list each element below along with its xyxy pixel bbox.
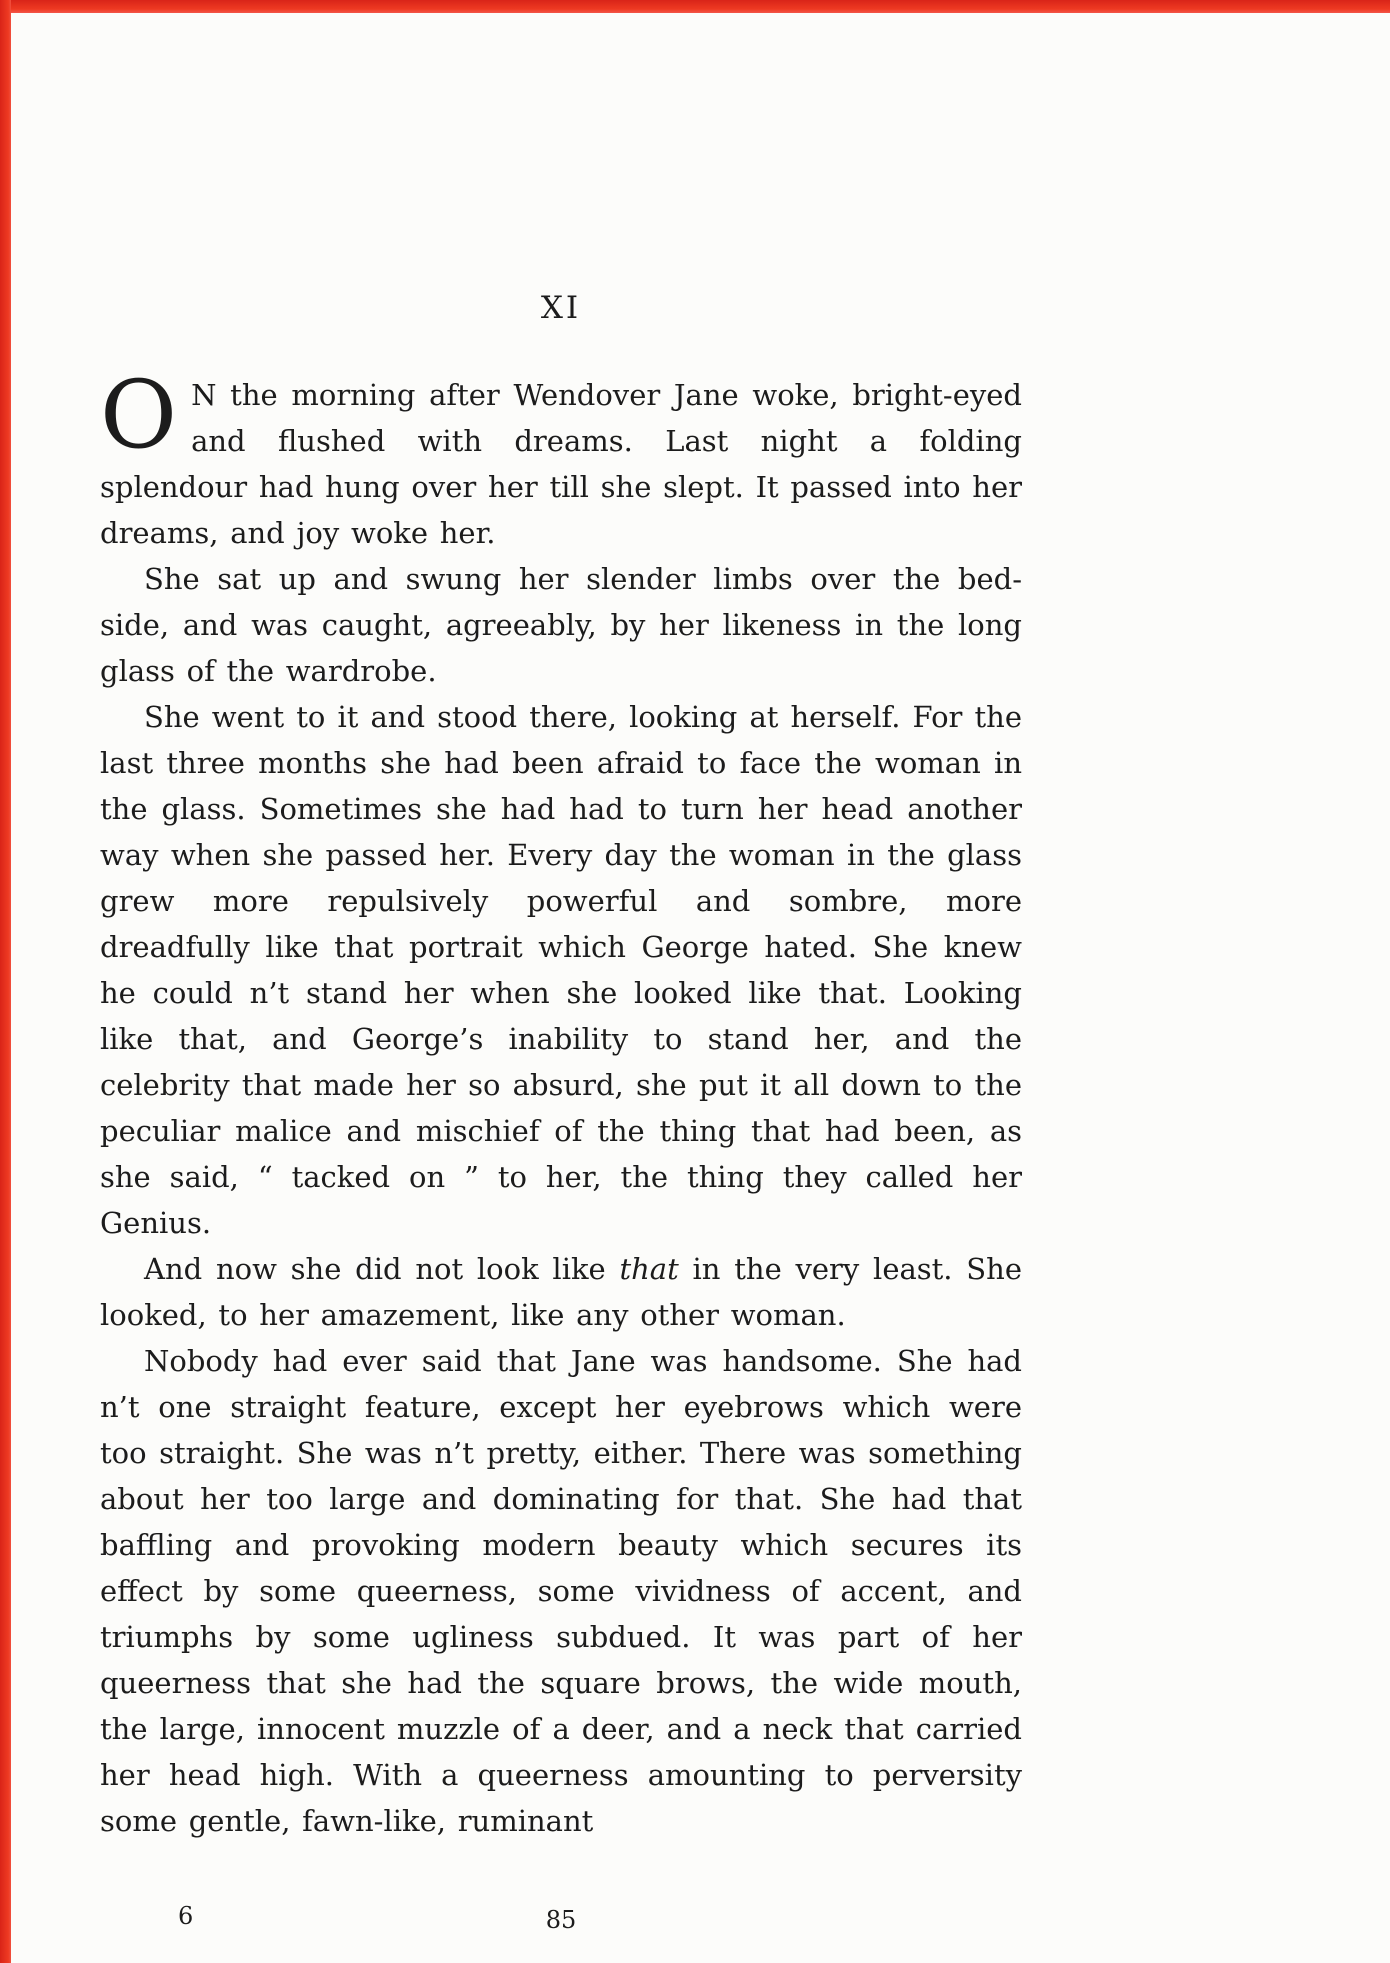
red-page-edge-top — [0, 0, 1390, 13]
paragraph: She went to it and stood there, looking at herself. For the last three months she had been afraid to face the woman in the glass. Sometimes she had had to turn her head another way when she passed her. Every day the woman in the glass grew more repulsively powerful and sombre, more dreadfully like that portrait which George hated. She knew he could n’t stand her when she looked like that. Looking like that, and George’s inability to stand her, and the celebrity that made her so absurd, she put it all down to the peculiar malice and mischief of the thing that had been, as she said, “ tacked on ” to her, the thing they called her Genius. — [100, 700, 1022, 1240]
paragraph-text: And now she did not look like — [144, 1252, 620, 1286]
paragraph-text: N the morning after Wendover Jane woke, bright-eyed and flushed with dreams. Last night a folding splendour had hung over her till she slept. It passed into her dreams, and joy woke her. — [100, 378, 1022, 550]
paragraph — [100, 1246, 1022, 1338]
paragraph-text: in the very least. She looked, to her amazement, like any other woman. — [100, 1252, 1022, 1332]
book-page-text-block — [100, 290, 1022, 1936]
paragraph — [100, 361, 1022, 556]
red-page-edge-left — [0, 0, 11, 1963]
paragraph: Nobody had ever said that Jane was handsome. She had n’t one straight feature, except her eyebrows which were too straight. She was n’t pretty, either. There was something about her too large and dominating for that. She had that baffling and provoking modern beauty which secures its effect by some queerness, some vividness of accent, and triumphs by some ugliness subdued. It was part of her queerness that she had the square brows, the wide mouth, the large, innocent muzzle of a deer, and a neck that carried her head high. With a queerness amounting to perversity some gentle, fawn-like, ruminant — [100, 1344, 1022, 1838]
page-footer — [100, 1902, 1022, 1936]
signature-mark: 6 — [178, 1902, 194, 1930]
paragraph: She sat up and swung her slender limbs over the bed-side, and was caught, agreeably, by her likeness in the long glass of the wardrobe. — [100, 562, 1022, 688]
page-number: 85 — [545, 1906, 577, 1934]
dropcap-letter: O — [100, 361, 178, 470]
italic-word: that — [619, 1252, 679, 1286]
chapter-heading: XI — [540, 290, 582, 326]
